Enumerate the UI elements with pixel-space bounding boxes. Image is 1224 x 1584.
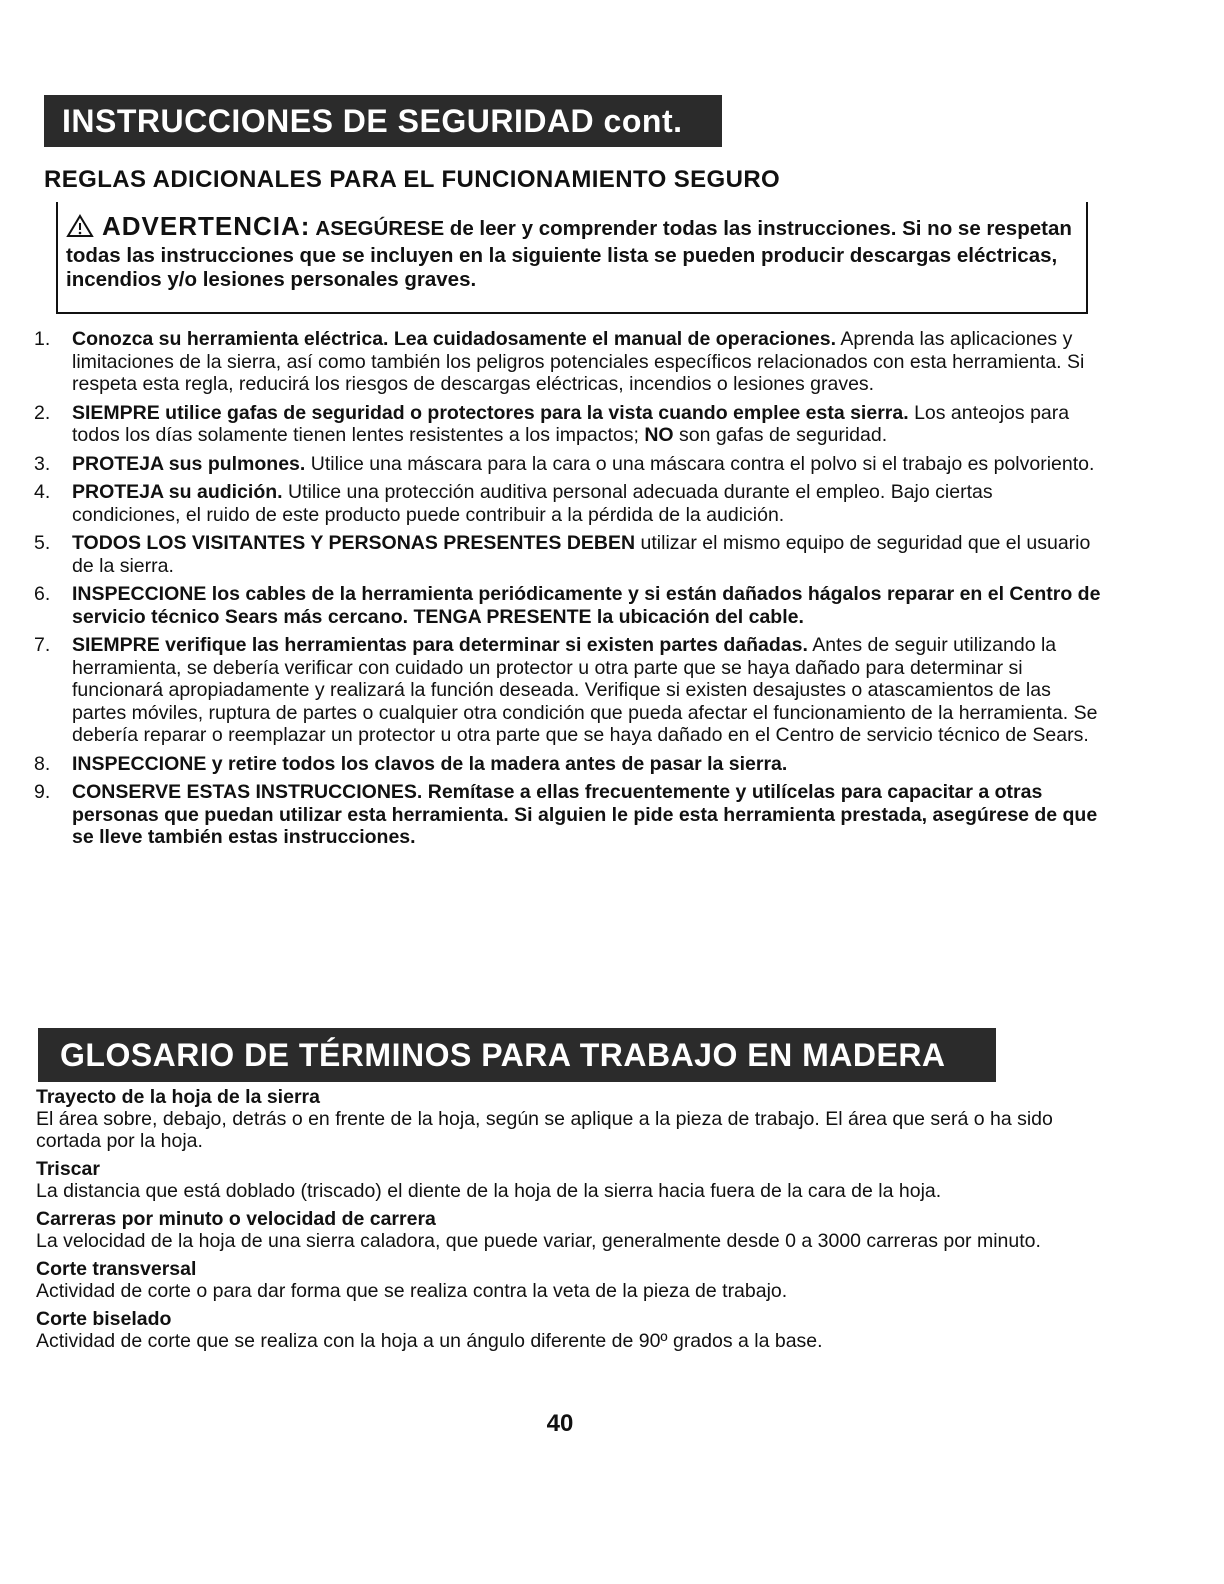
rule-number: 3. <box>34 452 51 475</box>
glossary-definition: La distancia que está doblado (triscado) el diente de la hoja de la sierra hacia fuera de la cara de la hoja. <box>36 1180 942 1202</box>
rule-item <box>34 532 1104 577</box>
rule-text: Los anteojos para todos los días solamente tienen lentes resistentes a los impactos; <box>72 401 1070 446</box>
rule-number: 9. <box>34 781 51 803</box>
rule-lead: SIEMPRE verifique las herramientas para determinar si existen partes dañadas. <box>72 634 808 656</box>
rule-lead: TODOS LOS VISITANTES Y PERSONAS PRESENTES DEBEN <box>72 532 636 554</box>
warning-label: ADVERTENCIA: <box>102 211 311 241</box>
rule-lead: PROTEJA su audición. <box>72 481 283 503</box>
rule-number: 5. <box>34 532 51 554</box>
glossary-term: Corte biselado <box>36 1308 172 1330</box>
rule-item <box>34 583 1104 628</box>
glossary-term: Trayecto de la hoja de la sierra <box>36 1086 320 1108</box>
rule-number: 6. <box>34 583 51 605</box>
rule-number: 4. <box>34 481 51 503</box>
rule-lead: INSPECCIONE los cables de la herramienta periódicamente y si están dañados hágalos reparar en el Centro de servicio técnico Sears más cercano. TENGA PRESENTE la ubicación del cable. <box>72 583 1101 628</box>
rule-item <box>34 481 1104 526</box>
rule-number: 2. <box>34 401 51 424</box>
glossary-definition: El área sobre, debajo, detrás o en frente de la hoja, según se aplique a la pieza de trabajo. El área que será o ha sido cortada por la hoja. <box>36 1108 1053 1152</box>
rule-text: Aprenda las aplicaciones y limitaciones de la sierra, así como también los peligros potenciales específicos relacionados con esta herramienta. Si respeta esta regla, reducirá los riesgos de descargas eléctricas, incendios o lesiones graves. <box>72 328 1085 395</box>
rule-text-continued: son gafas de seguridad. <box>678 424 888 446</box>
rule-number: 1. <box>34 328 51 350</box>
rule-item <box>34 781 1104 849</box>
rule-lead: INSPECCIONE y retire todos los clavos de la madera antes de pasar la sierra. <box>72 752 788 775</box>
rule-lead: CONSERVE ESTAS INSTRUCCIONES. Remítase a ellas frecuentemente y utilícelas para capacitar a otras personas que puedan utilizar esta herramienta. Si alguien le pide esta herramienta prestada, asegúrese de que se lleve también estas instrucciones. <box>72 781 1098 848</box>
rule-text: Utilice una máscara para la cara o una máscara contra el polvo si el trabajo es polvoriento. <box>310 452 1095 475</box>
glossary-definition: Actividad de corte o para dar forma que se realiza contra la veta de la pieza de trabajo. <box>36 1280 788 1302</box>
rule-item <box>34 753 1104 776</box>
rule-lead: PROTEJA sus pulmones. <box>72 452 306 475</box>
glossary-term: Triscar <box>36 1158 100 1180</box>
safety-section-banner: INSTRUCCIONES DE SEGURIDAD cont. <box>44 95 722 147</box>
rule-item <box>34 328 1104 396</box>
glossary-section-banner: GLOSARIO DE TÉRMINOS PARA TRABAJO EN MADERA <box>38 1028 996 1082</box>
glossary-definition: Actividad de corte que se realiza con la hoja a un ángulo diferente de 90º grados a la base. <box>36 1330 823 1352</box>
rule-text: utilizar el mismo equipo de seguridad que el usuario de la sierra. <box>72 532 1091 577</box>
additional-rules-heading: REGLAS ADICIONALES PARA EL FUNCIONAMIENTO SEGURO <box>44 166 781 193</box>
glossary-term: Corte transversal <box>36 1258 197 1280</box>
glossary-term: Carreras por minuto o velocidad de carrera <box>36 1208 436 1230</box>
rule-text: Utilice una protección auditiva personal adecuada durante el empleo. Bajo ciertas condiciones, el ruido de este producto puede contribuir a la pérdida de la audición. <box>72 481 993 526</box>
rule-lead: Conozca su herramienta eléctrica. Lea cuidadosamente el manual de operaciones. <box>72 328 837 350</box>
rule-number: 7. <box>34 634 51 656</box>
warning-triangle-icon <box>66 214 94 244</box>
rule-lead: SIEMPRE utilice gafas de seguridad o protectores para la vista cuando emplee esta sierra. <box>72 401 909 424</box>
rule-number: 8. <box>34 752 51 775</box>
rule-item <box>34 453 1104 476</box>
page-number: 40 <box>546 1410 574 1437</box>
rule-item <box>34 634 1104 747</box>
rule-emphasis: NO <box>644 424 674 446</box>
safety-rules-list <box>34 328 1104 855</box>
rule-text: Antes de seguir utilizando la herramienta, se debería verificar con cuidado un protector u otra parte que se haya dañado para determinar si funcionará apropiadamente y realizará la función deseada. Verifique si existen desajustes o atascamientos de las partes móviles, ruptura de partes o cualquier otra condición que pueda afectar el funcionamiento de la herramienta. Se debería reparar o reemplazar un protector u otra parte que se haya dañado en el Centro de servicio técnico de Sears. <box>72 634 1098 746</box>
glossary-list <box>36 1086 1106 1358</box>
glossary-definition: La velocidad de la hoja de una sierra caladora, que puede variar, generalmente desde 0 a 3000 carreras por minuto. <box>36 1230 1041 1252</box>
rule-item <box>34 402 1104 447</box>
warning-box <box>56 202 1088 314</box>
warning-text: ASEGÚRESE de leer y comprender todas las instrucciones. Si no se respetan todas las instrucciones que se incluyen en la siguiente lista se pueden producir descargas eléctricas, incendios y/o lesiones personales graves. <box>66 217 1072 291</box>
